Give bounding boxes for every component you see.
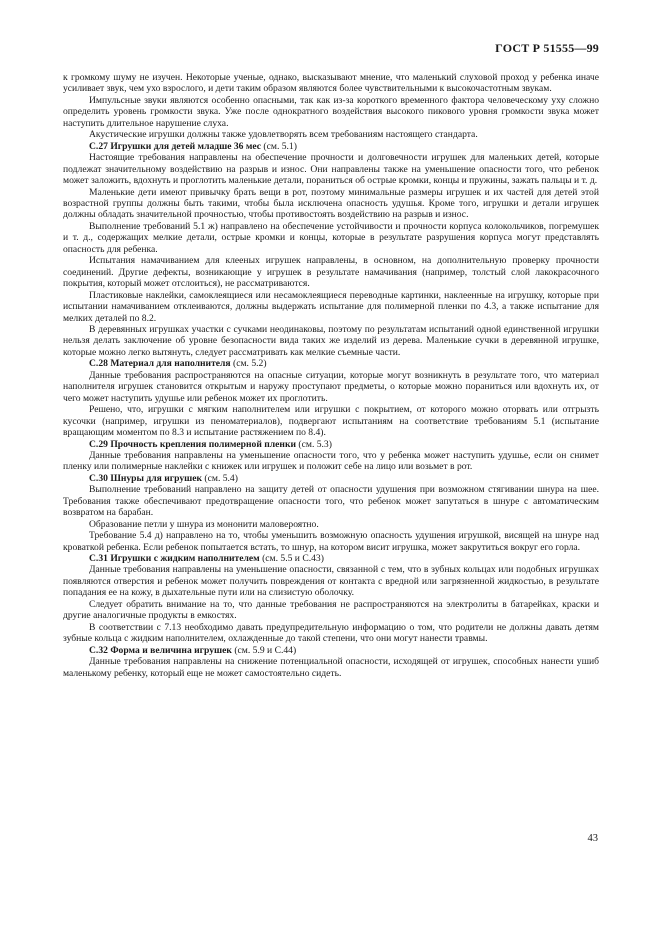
section-heading [63, 645, 599, 656]
section-heading [63, 473, 599, 484]
paragraph: Следует обратить внимание на то, что данные требования не распространяются на электролиты в батарейках, краски и другие аналогичные продукты в емкостях. [63, 598, 599, 622]
section-heading-reference: (см. 5.2) [230, 358, 267, 370]
section-heading-reference: (см. 5.3) [296, 438, 332, 450]
section-heading-reference: (см. 5.1) [261, 140, 297, 152]
section-heading-reference: (см. 5.9 и С.44) [231, 644, 297, 656]
section-heading [63, 553, 599, 564]
section-heading [63, 439, 599, 450]
section-heading-reference: (см. 5.4) [202, 472, 238, 484]
paragraph: Импульсные звуки являются особенно опасными, так как из-за короткого временного фактора человеческому уху сложно определить уровень громкости звука. Уже после однократного воздействия высокого пикового уровня громкости звука может наступить длительное нарушение слуха. [63, 94, 599, 129]
section-heading-title: С.28 Материал для наполнителя [89, 358, 231, 370]
section-heading [63, 358, 599, 369]
paragraph: В соответствии с 7.13 необходимо давать предупредительную информацию о том, что родители не должны давать детям зубные кольца с жидким наполнителем, охлажденные до такой степени, что они могут нанести травмы. [63, 621, 599, 645]
paragraph-continuation: к громкому шуму не изучен. Некоторые ученые, однако, высказывают мнение, что маленький слуховой проход у ребенка иначе усиливает звук, чем ухо взрослого, и дети таким образом являются более чувствительными к высокочастотным звукам. [63, 72, 599, 95]
section-heading-title: С.30 Шнуры для игрушек [89, 472, 203, 484]
section-heading-title: С.31 Игрушки с жидким наполнителем [89, 553, 260, 565]
section-heading-title: С.27 Игрушки для детей младше 36 мес [89, 140, 262, 152]
paragraph: Данные требования направлены на уменьшение опасности того, что у ребенка может наступить удушье, если он снимет пленку или полимерные наклейки с книжек или игрушек и положит себе на лицо или возьмет в рот. [63, 449, 599, 473]
paragraph: Пластиковые наклейки, самоклеящиеся или несамоклеящиеся переводные картинки, наклеенные на игрушку, которые при испытании намачиванием отклеиваются, должны выдержать испытание для полимерной пленки по 4.3, а также испытание для мелких деталей по 8.2. [63, 289, 599, 324]
paragraph: Выполнение требований 5.1 ж) направлено на обеспечение устойчивости и прочности корпуса колокольчиков, погремушек и т. д., содержащих мелкие детали, острые кромки и концы, которые в результате разрушения корпуса могут представлять опасность для ребенка. [63, 220, 599, 255]
document-body [63, 72, 599, 679]
paragraph: Акустические игрушки должны также удовлетворять всем требованиям настоящего стандарта. [89, 129, 478, 141]
paragraph: Маленькие дети имеют привычку брать вещи в рот, поэтому минимальные размеры игрушек и их частей для детей этой возрастной группы должны быть такими, чтобы была исключена опасность удушья. Кроме того, игрушки и детали игрушек должны обладать значительной прочностью, чтобы противостоять воздействию на разрыв и износ. [63, 186, 599, 221]
paragraph: Испытания намачиванием для клееных игрушек направлены, в основном, на дополнительную проверку прочности соединений. Другие дефекты, возникающие у игрушек в результате намачивания (например, толстый слой лакокрасочного покрытия, который может отслоиться), не рассматриваются. [63, 255, 599, 290]
paragraph: Требование 5.4 д) направлено на то, чтобы уменьшить возможную опасность удушения игрушкой, висящей на шнуре над кроваткой ребенка. Если ребенок попытается встать, то шнур, на котором висит игрушка, может закрутиться вокруг его горла. [63, 530, 599, 553]
section-heading-title: С.29 Прочность крепления полимерной пленки [89, 438, 297, 450]
section-heading [63, 141, 599, 152]
section-heading-title: С.32 Форма и величина игрушек [89, 644, 232, 656]
paragraph: Данные требования распространяются на опасные ситуации, которые могут возникнуть в результате того, что материал наполнителя игрушек становится открытым и наружу проступают предметы, о которые можно пораниться или вдохнуть их, от чего может наступить удушье или ребенок может их проглотить. [63, 369, 599, 404]
paragraph: Выполнение требований направлено на защиту детей от опасности удушения при возможном стягивании шнура на шее. Требования также обеспечивают предотвращение опасности того, что ребенок может запутаться в шнуре с автоматическим возвратом на барабан. [63, 484, 599, 519]
paragraph: Данные требования направлены на уменьшение опасности, связанной с тем, что в зубных кольцах или подобных игрушках появляются отверстия и ребенок может получить повреждения от контакта с вредной или загрязненной жидкостью, в результате попадания ее на кожу, в дыхательные пути или на слизистую оболочку. [63, 564, 599, 599]
paragraph: Данные требования направлены на снижение потенциальной опасности, исходящей от игрушек, способных нанести ушиб маленькому ребенку, который еще не может самостоятельно сидеть. [63, 656, 599, 679]
paragraph: Решено, что, игрушки с мягким наполнителем или игрушки с покрытием, от которого можно оторвать или отгрызть кусочки (например, игрушки из пеноматериалов), подвергают испытаниям на соответствие требованиям 5.1 (испытание вращающим моментом по 8.3 и испытание растяжением по 8.4). [63, 404, 599, 439]
page-number: 43 [587, 833, 598, 844]
paragraph: Настоящие требования направлены на обеспечение прочности и долговечности игрушек для маленьких детей, которые подлежат значительному воздействию на разрыв и износ. Они направлены также на уменьшение опасности того, что ребенок может заложить, вдохнуть и проглотить маленькие детали, пораниться об острые кромки, концы и пружины, зажать пальцы и т. д. [63, 152, 599, 187]
paragraph: В деревянных игрушках участки с сучками неодинаковы, поэтому по результатам испытаний одной единственной игрушки нельзя делать заключение об уровне безопасности вида таких же изделий из дерева. Маленькие сучки в деревянной игрушке, которые можно легко вытянуть, следует рассматривать как мелкие съемные части. [63, 323, 599, 358]
section-heading-reference: (см. 5.5 и С.43) [259, 553, 324, 565]
document-header: ГОСТ Р 51555—99 [495, 41, 599, 55]
paragraph: Образование петли у шнура из мононити маловероятно. [89, 518, 319, 530]
